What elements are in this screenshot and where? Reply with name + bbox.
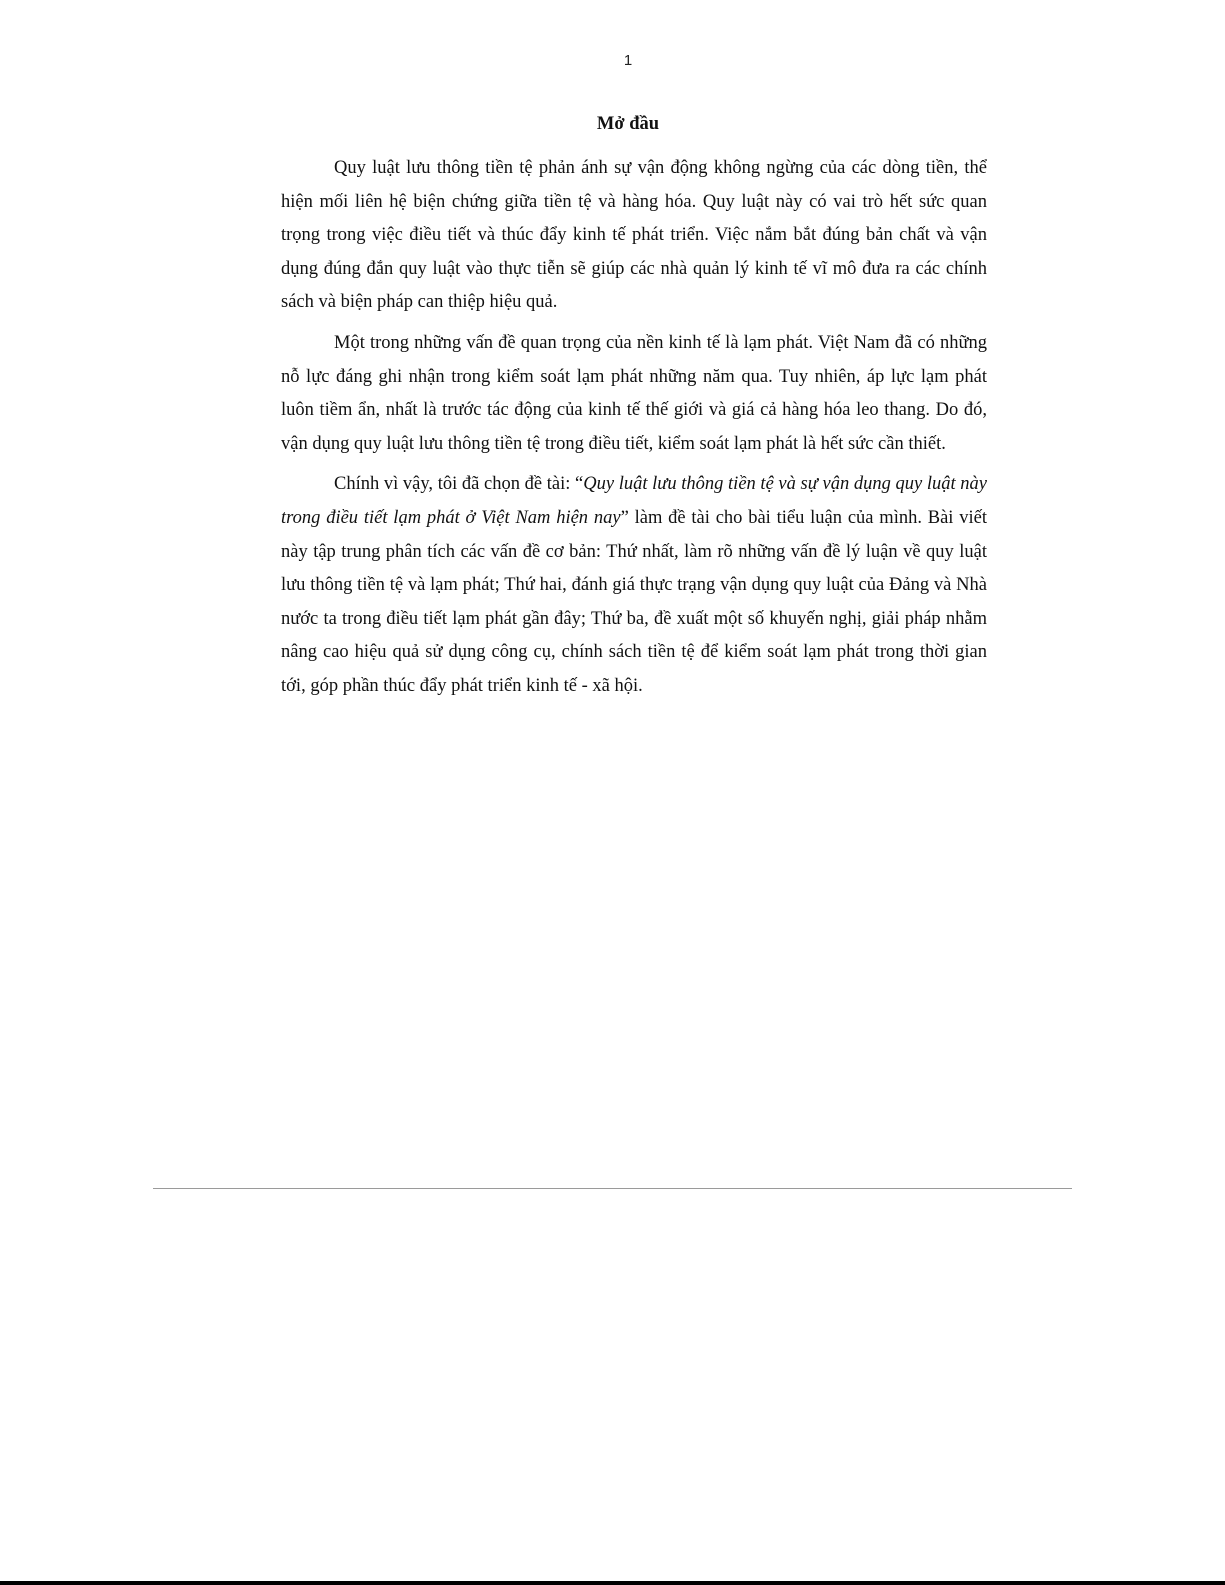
essay-topic: Quy luật lưu thông tiền tệ và sự vận dụng quy luật này trong điều tiết lạm phát ở Việt Nam hiện nay <box>281 474 987 528</box>
paragraph-3-intro: Chính vì vậy, tôi đã chọn đề tài: “ <box>334 474 584 495</box>
page-separator <box>153 1188 1072 1189</box>
paragraph-2: Một trong những vấn đề quan trọng của nền kinh tế là lạm phát. Việt Nam đã có những nỗ lực đáng ghi nhận trong kiểm soát lạm phát những năm qua. Tuy nhiên, áp lực lạm phát luôn tiềm ẩn, nhất là trước tác động của kinh tế thế giới và giá cả hàng hóa leo thang. Do đó, vận dụng quy luật lưu thông tiền tệ trong điều tiết, kiểm soát lạm phát là hết sức cần thiết. <box>281 332 987 454</box>
bottom-border <box>0 1581 1225 1585</box>
page-title: Mở đầu <box>596 114 660 134</box>
page-number: 1 <box>623 52 633 69</box>
document-body <box>281 152 987 711</box>
paragraph-3-rest: ” làm đề tài cho bài tiểu luận của mình. Bài viết này tập trung phân tích các vấn đề cơ bản: Thứ nhất, làm rõ những vấn đề lý luận về quy luật lưu thông tiền tệ và lạm phát; Thứ hai, đánh giá thực trạng vận dụng quy luật của Đảng và Nhà nước ta trong điều tiết lạm phát gần đây; Thứ ba, đề xuất một số khuyến nghị, giải pháp nhằm nâng cao hiệu quả sử dụng công cụ, chính sách tiền tệ để kiểm soát lạm phát trong thời gian tới, góp phần thúc đẩy phát triển kinh tế - xã hội. <box>281 507 987 696</box>
paragraph-3 <box>281 468 987 703</box>
paragraph-1: Quy luật lưu thông tiền tệ phản ánh sự vận động không ngừng của các dòng tiền, thể hiện mối liên hệ biện chứng giữa tiền tệ và hàng hóa. Quy luật này có vai trò hết sức quan trọng trong việc điều tiết và thúc đẩy kinh tế phát triển. Việc nắm bắt đúng bản chất và vận dụng đúng đắn quy luật vào thực tiễn sẽ giúp các nhà quản lý kinh tế vĩ mô đưa ra các chính sách và biện pháp can thiệp hiệu quả. <box>281 158 987 313</box>
